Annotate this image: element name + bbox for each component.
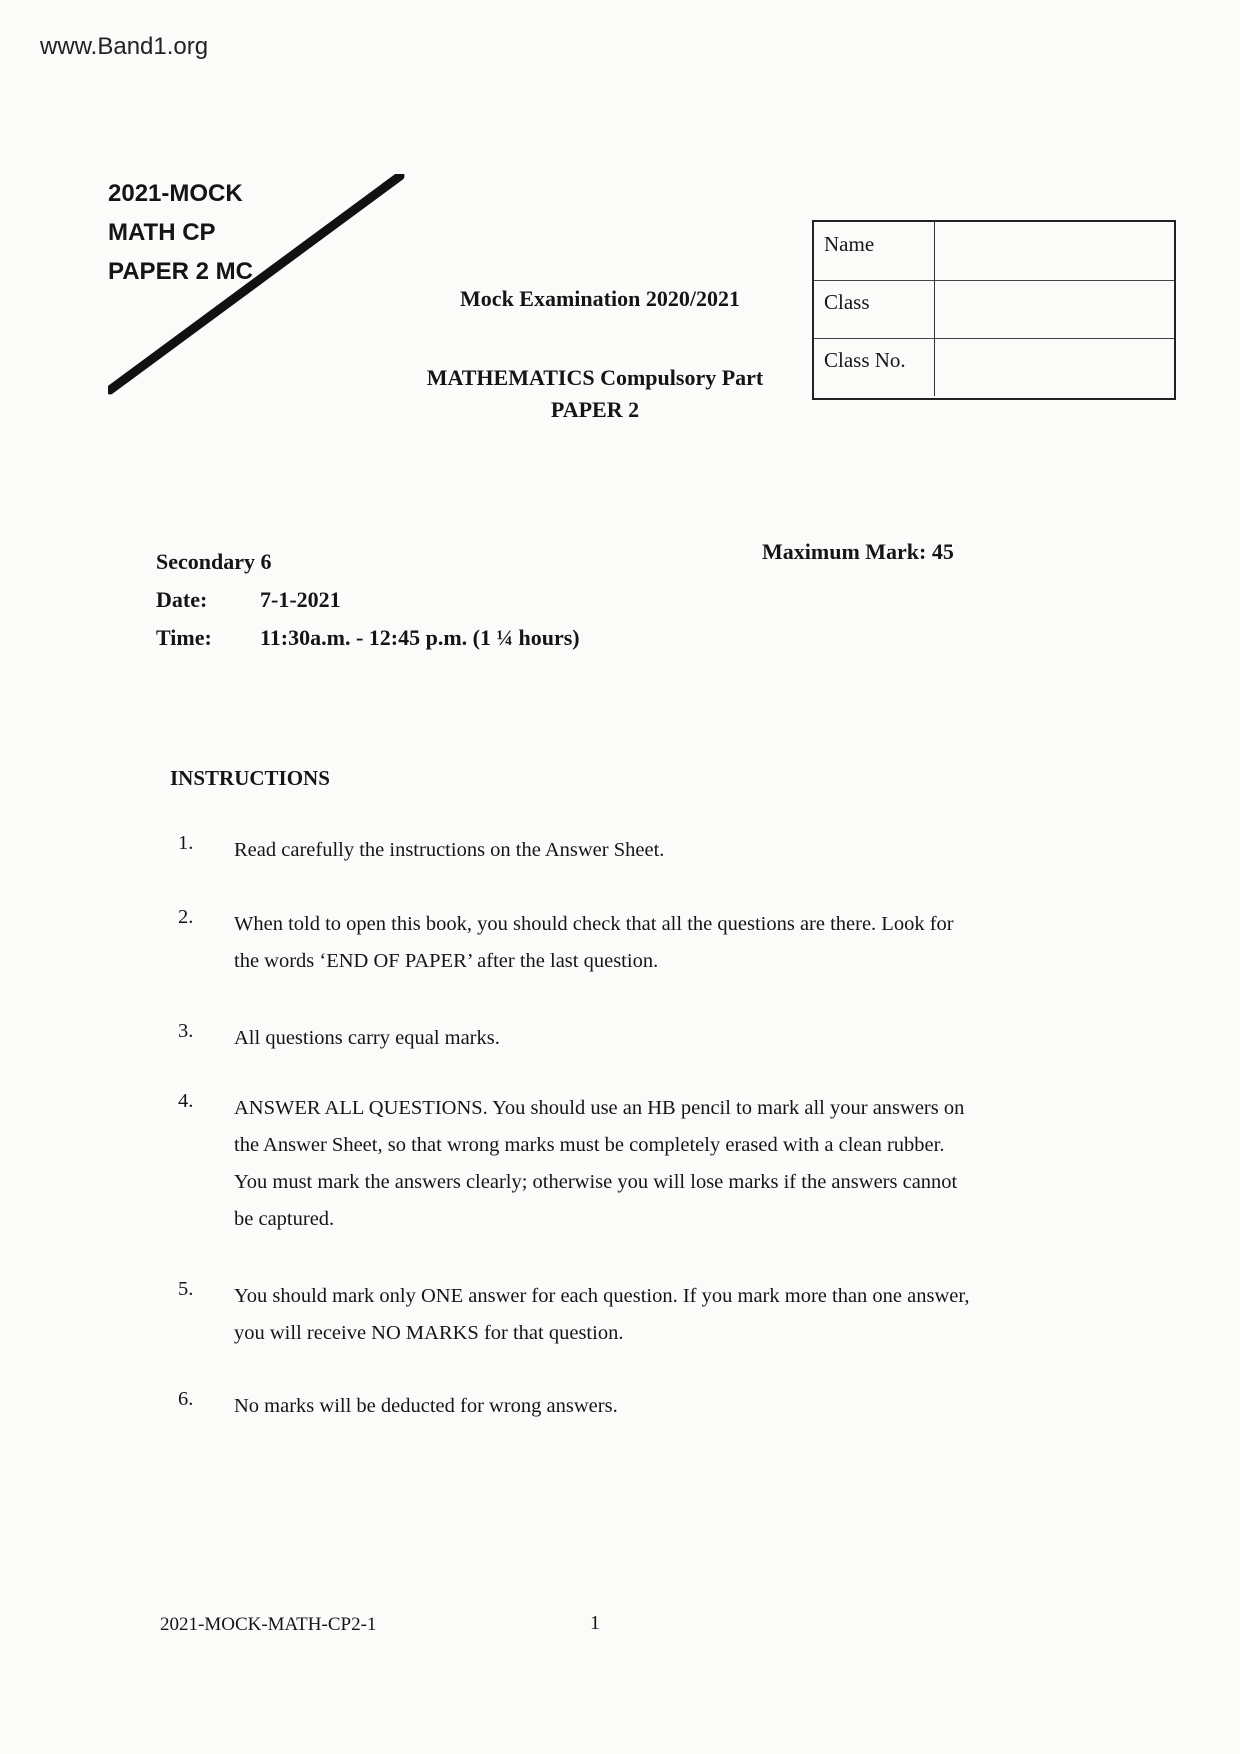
date-label: Date: xyxy=(156,587,208,612)
instruction-number: 4. xyxy=(178,1090,194,1112)
exam-title: Mock Examination 2020/2021 xyxy=(460,286,740,311)
class-no-field[interactable] xyxy=(934,338,1174,396)
page-number: 1 xyxy=(590,1612,600,1634)
time-value: 11:30a.m. - 12:45 p.m. (1 ¼ hours) xyxy=(260,625,580,650)
student-info-box xyxy=(812,220,1176,400)
name-row xyxy=(814,222,1174,281)
subject-line2: PAPER 2 xyxy=(550,397,640,422)
instructions-heading: INSTRUCTIONS xyxy=(170,766,330,790)
class-no-label: Class No. xyxy=(824,348,906,372)
instruction-text: No marks will be deducted for wrong answers. xyxy=(234,1395,618,1417)
instruction-number: 2. xyxy=(178,906,194,928)
name-field[interactable] xyxy=(934,222,1174,280)
class-label: Class xyxy=(824,290,870,314)
footer-paper-code: 2021-MOCK-MATH-CP2-1 xyxy=(160,1614,377,1635)
class-no-row xyxy=(814,338,1174,396)
instruction-text: You should mark only ONE answer for each question. If you mark more than one answer, you will receive NO MARKS for that question. xyxy=(234,1285,970,1344)
paper-code-line2: MATH CP xyxy=(108,219,216,246)
subject-title xyxy=(395,362,795,426)
instruction-number: 5. xyxy=(178,1278,194,1300)
instruction-text: ANSWER ALL QUESTIONS. You should use an HB pencil to mark all your answers on the Answer Sheet, so that wrong marks must be completely erased with a clean rubber. You must mark the answers clearly; otherwise you will lose marks if the answers cannot be captured. xyxy=(234,1097,965,1230)
instruction-text: All questions carry equal marks. xyxy=(234,1027,500,1049)
instruction-text: When told to open this book, you should check that all the questions are there. Look for the words ‘END OF PAPER’ after the last question. xyxy=(234,913,954,972)
time-label: Time: xyxy=(156,625,212,650)
date-line xyxy=(156,581,580,619)
paper-code-line1: 2021-MOCK xyxy=(108,180,243,207)
watermark-url[interactable]: www.Band1.org xyxy=(40,33,209,60)
maximum-mark: Maximum Mark: 45 xyxy=(762,539,954,564)
date-value: 7-1-2021 xyxy=(260,587,341,612)
class-field[interactable] xyxy=(934,280,1174,338)
name-label: Name xyxy=(824,232,875,256)
level-text: Secondary 6 xyxy=(156,549,272,574)
diagonal-slash-mark xyxy=(108,174,408,404)
class-row xyxy=(814,280,1174,339)
time-line xyxy=(156,619,580,657)
instruction-number: 6. xyxy=(178,1388,194,1410)
paper-code-line3: PAPER 2 MC xyxy=(108,258,253,285)
subject-line1: MATHEMATICS Compulsory Part xyxy=(426,365,764,390)
instruction-number: 1. xyxy=(178,832,194,854)
instruction-number: 3. xyxy=(178,1020,194,1042)
instruction-text: Read carefully the instructions on the Answer Sheet. xyxy=(234,839,665,861)
exam-meta xyxy=(156,543,580,657)
